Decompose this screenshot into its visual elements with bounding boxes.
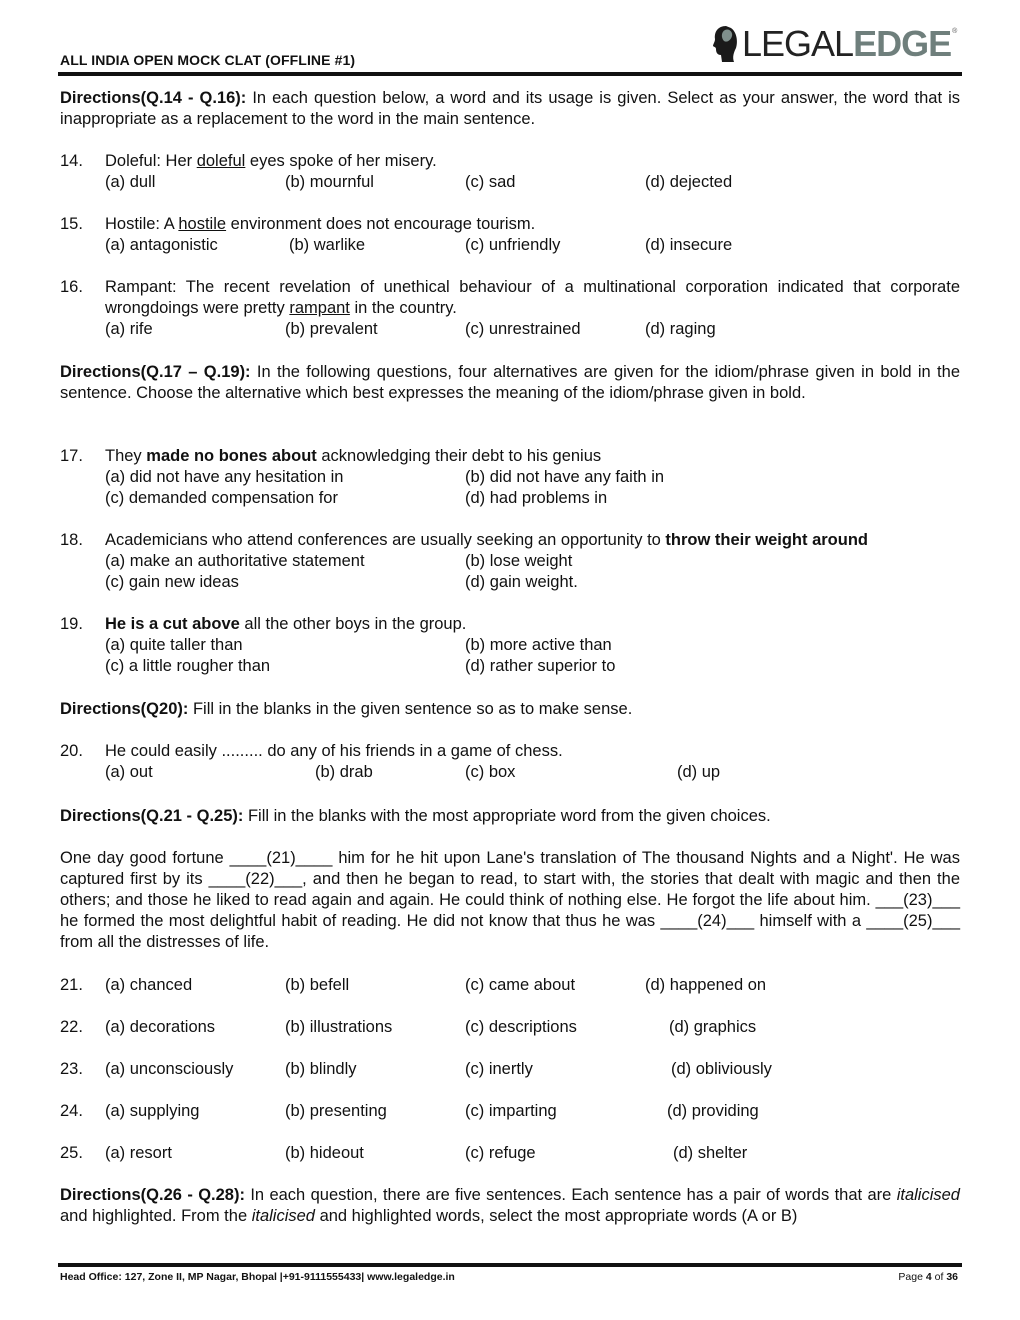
option-d[interactable]: (d) raging xyxy=(645,320,716,338)
option-b[interactable]: (b) lose weight xyxy=(465,552,573,570)
question-number: 23. xyxy=(60,1060,83,1078)
option-a[interactable]: (a) supplying xyxy=(105,1102,200,1120)
options-row xyxy=(105,1143,960,1164)
legaledge-logo xyxy=(712,22,957,66)
question-stem: He is a cut above all the other boys in the group. xyxy=(105,615,467,633)
question-number: 22. xyxy=(60,1018,83,1036)
option-b[interactable]: (b) blindly xyxy=(285,1060,357,1078)
option-a[interactable]: (a) dull xyxy=(105,173,156,191)
option-c[interactable]: (c) sad xyxy=(465,173,516,191)
question-number: 19. xyxy=(60,615,83,633)
question-stem: He could easily ......... do any of his friends in a game of chess. xyxy=(105,742,563,760)
option-a[interactable]: (a) rife xyxy=(105,320,153,338)
options-row xyxy=(105,235,960,256)
directions-label: Directions(Q.26 - Q.28): xyxy=(60,1186,245,1204)
logo-text-edge: EDGE xyxy=(853,23,952,64)
option-c[interactable]: (c) came about xyxy=(465,976,576,994)
option-a[interactable]: (a) quite taller than xyxy=(105,636,243,654)
directions-q20 xyxy=(60,699,960,720)
directions-label: Directions(Q20): xyxy=(60,700,189,718)
option-c[interactable]: (c) refuge xyxy=(465,1144,536,1162)
question-stem: Rampant: The recent revelation of unethical behaviour of a multinational corporation indicated that corporate wrongdoings were pretty rampant in the country. xyxy=(105,278,960,317)
question-number: 18. xyxy=(60,531,83,549)
option-a[interactable]: (a) make an authoritative statement xyxy=(105,552,365,570)
directions-q14-16 xyxy=(60,88,960,130)
header-rule xyxy=(58,72,962,76)
option-c[interactable]: (c) a little rougher than xyxy=(105,657,271,675)
option-b[interactable]: (b) more active than xyxy=(465,636,612,654)
question-23 xyxy=(60,1059,960,1080)
directions-label: Directions(Q.17 – Q.19): xyxy=(60,363,251,381)
directions-label: Directions(Q.21 - Q.25): xyxy=(60,807,244,825)
registered-mark: ® xyxy=(952,28,958,35)
question-number: 24. xyxy=(60,1102,83,1120)
directions-text: In each question below, a word and its usage is given. Select as your answer, the word that is inappropriate as a replacement to the word in the main sentence. xyxy=(60,89,960,128)
directions-label: Directions(Q.14 - Q.16): xyxy=(60,89,247,107)
option-b[interactable]: (b) did not have any faith in xyxy=(465,468,665,486)
option-a[interactable]: (a) antagonistic xyxy=(105,236,218,254)
directions-q17-19 xyxy=(60,362,960,404)
question-18 xyxy=(60,530,960,593)
head-silhouette-icon xyxy=(712,24,738,64)
option-b[interactable]: (b) warlike xyxy=(289,236,366,254)
option-d[interactable]: (d) providing xyxy=(667,1102,759,1120)
options-row xyxy=(105,656,960,677)
question-stem: They made no bones about acknowledging their debt to his genius xyxy=(105,447,602,465)
option-a[interactable]: (a) resort xyxy=(105,1144,172,1162)
question-16 xyxy=(60,277,960,340)
option-d[interactable]: (d) insecure xyxy=(645,236,733,254)
question-number: 14. xyxy=(60,152,83,170)
question-15 xyxy=(60,214,960,256)
question-number: 15. xyxy=(60,215,83,233)
option-b[interactable]: (b) hideout xyxy=(285,1144,364,1162)
option-a[interactable]: (a) out xyxy=(105,763,153,781)
options-row xyxy=(105,467,960,488)
option-c[interactable]: (c) gain new ideas xyxy=(105,573,239,591)
option-b[interactable]: (b) presenting xyxy=(285,1102,387,1120)
options-row xyxy=(105,1017,960,1038)
question-19 xyxy=(60,614,960,677)
option-b[interactable]: (b) befell xyxy=(285,976,350,994)
page-number: Page 4 of 36 xyxy=(898,1271,958,1283)
question-number: 17. xyxy=(60,447,83,465)
option-d[interactable]: (d) rather superior to xyxy=(465,657,616,675)
option-c[interactable]: (c) demanded compensation for xyxy=(105,489,338,507)
question-24 xyxy=(60,1101,960,1122)
directions-q21-25 xyxy=(60,806,960,827)
question-stem: Doleful: Her doleful eyes spoke of her misery. xyxy=(105,152,437,170)
option-d[interactable]: (d) shelter xyxy=(673,1144,748,1162)
options-row xyxy=(105,1101,960,1122)
options-row xyxy=(105,319,960,340)
option-d[interactable]: (d) obliviously xyxy=(671,1060,772,1078)
options-row xyxy=(105,551,960,572)
option-c[interactable]: (c) unrestrained xyxy=(465,320,581,338)
directions-text: In the following questions, four alternatives are given for the idiom/phrase given in bold in the sentence. Choose the alternative which best expresses the meaning of the idiom/phrase given in bold. xyxy=(60,363,960,402)
option-a[interactable]: (a) chanced xyxy=(105,976,193,994)
question-stem: Academicians who attend conferences are usually seeking an opportunity to throw their weight around xyxy=(105,531,868,549)
question-22 xyxy=(60,1017,960,1038)
option-c[interactable]: (c) inertly xyxy=(465,1060,533,1078)
footer-rule xyxy=(58,1263,962,1267)
option-d[interactable]: (d) graphics xyxy=(669,1018,757,1036)
question-number: 16. xyxy=(60,278,83,296)
options-row xyxy=(105,572,960,593)
question-25 xyxy=(60,1143,960,1164)
question-number: 20. xyxy=(60,742,83,760)
directions-text: Fill in the blanks with the most appropriate word from the given choices. xyxy=(243,807,771,825)
options-row xyxy=(105,488,960,509)
options-row xyxy=(105,1059,960,1080)
option-a[interactable]: (a) decorations xyxy=(105,1018,216,1036)
options-row xyxy=(105,635,960,656)
footer-address: Head Office: 127, Zone II, MP Nagar, Bhopal |+91-9111555433| www.legaledge.in xyxy=(60,1271,455,1283)
directions-q26-28: Directions(Q.26 - Q.28): In each question, there are five sentences. Each sentence has a pair of words that are italicised and highlighted. From the italicised and highlighted words, select the most appropriate words (A or B) xyxy=(60,1186,960,1225)
option-b[interactable]: (b) mournful xyxy=(285,173,374,191)
question-number: 21. xyxy=(60,976,83,994)
options-row xyxy=(105,172,960,193)
option-a[interactable]: (a) did not have any hesitation in xyxy=(105,468,344,486)
question-number: 25. xyxy=(60,1144,83,1162)
option-b[interactable]: (b) illustrations xyxy=(285,1018,393,1036)
option-d[interactable]: (d) dejected xyxy=(645,173,733,191)
option-d[interactable]: (d) up xyxy=(677,763,721,781)
option-a[interactable]: (a) unconsciously xyxy=(105,1060,234,1078)
options-row xyxy=(105,975,960,996)
option-c[interactable]: (c) descriptions xyxy=(465,1018,577,1036)
question-stem: Hostile: A hostile environment does not encourage tourism. xyxy=(105,215,536,233)
option-d[interactable]: (d) gain weight. xyxy=(465,573,578,591)
cloze-passage: One day good fortune ____(21)____ him for he hit upon Lane's translation of The thousand Nights and a Night'. He was captured first by its ____(22)___, and then he began to read, to start with, the stories that dealt with magic and then the others; and those he liked to read again and again. He could think of nothing else. He forgot the life about him. ___(23)___ he formed the most delightful habit of reading. He did not know that thus he was ____(24)___ himself with a ____(25)___ from all the distresses of life. xyxy=(60,849,960,951)
option-b[interactable]: (b) prevalent xyxy=(285,320,378,338)
option-c[interactable]: (c) box xyxy=(465,763,516,781)
option-c[interactable]: (c) imparting xyxy=(465,1102,557,1120)
question-14 xyxy=(60,151,960,193)
option-d[interactable]: (d) happened on xyxy=(645,976,767,994)
option-b[interactable]: (b) drab xyxy=(315,763,373,781)
options-row xyxy=(105,762,960,783)
question-21 xyxy=(60,975,960,996)
document-header-title: ALL INDIA OPEN MOCK CLAT (OFFLINE #1) xyxy=(60,52,356,68)
option-d[interactable]: (d) had problems in xyxy=(465,489,608,507)
logo-text-legal: LEGAL xyxy=(742,23,854,64)
question-17 xyxy=(60,446,960,509)
question-20 xyxy=(60,741,960,783)
option-c[interactable]: (c) unfriendly xyxy=(465,236,561,254)
directions-text: Fill in the blanks in the given sentence so as to make sense. xyxy=(188,700,633,718)
